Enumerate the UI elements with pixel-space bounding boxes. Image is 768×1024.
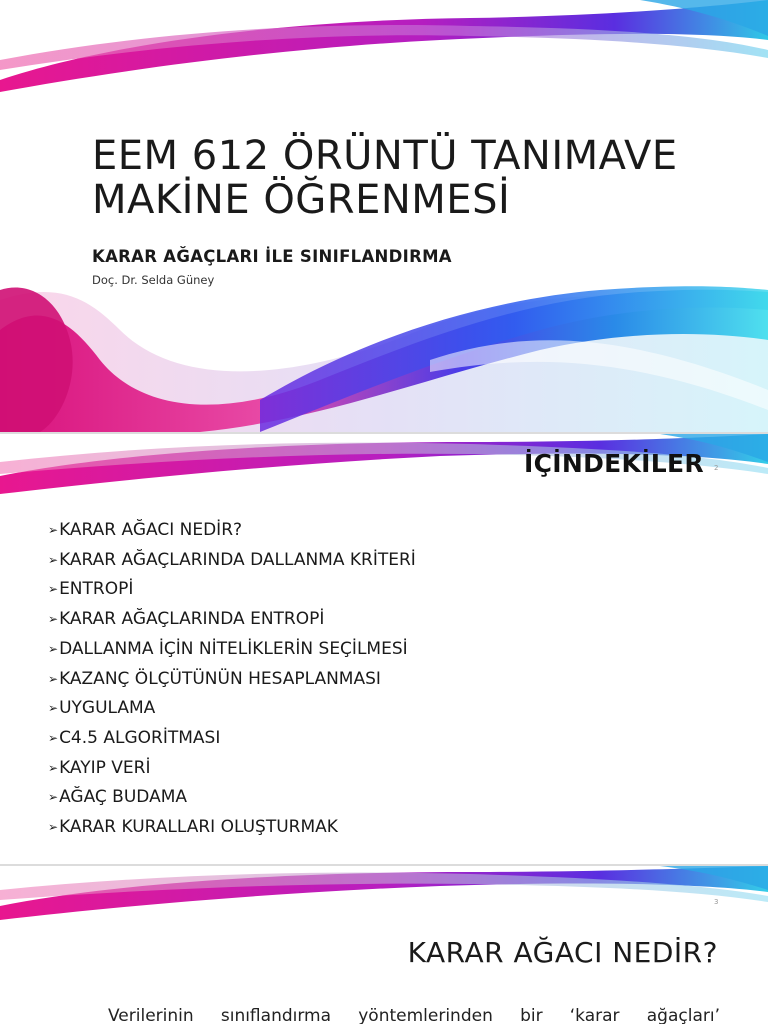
toc-item-label: KARAR AĞAÇLARINDA ENTROPİ: [59, 609, 325, 630]
wave-decoration-ribbon: [0, 866, 768, 926]
toc-item: [48, 724, 416, 754]
toc-item: [48, 813, 416, 843]
author-name: Doç. Dr. Selda Güney: [92, 273, 215, 287]
toc-item: [48, 546, 416, 576]
arrow-bullet-icon: ➢: [48, 760, 59, 775]
toc-item-label: DALLANMA İÇİN NİTELİKLERİN SEÇİLMESİ: [59, 638, 408, 659]
body-word: yöntemlerinden: [358, 1006, 493, 1024]
body-word: sınıflandırma: [220, 1006, 332, 1024]
arrow-bullet-icon: ➢: [48, 671, 59, 686]
page-number: 2: [714, 464, 719, 472]
section-heading: KARAR AĞACI NEDİR?: [407, 936, 718, 969]
arrow-bullet-icon: ➢: [48, 820, 59, 835]
arrow-bullet-icon: ➢: [48, 730, 59, 745]
toc-item: [48, 605, 416, 635]
arrow-bullet-icon: ➢: [48, 523, 59, 537]
arrow-bullet-icon: ➢: [48, 582, 59, 597]
toc-item-label: KARAR AĞACI NEDİR?: [59, 520, 243, 540]
title-slide: [0, 0, 768, 432]
toc-list: [48, 516, 416, 843]
page-number: 3: [714, 898, 719, 906]
toc-item-label: AĞAÇ BUDAMA: [59, 787, 187, 808]
title-line-2: MAKİNE ÖĞRENMESİ: [92, 177, 511, 223]
toc-item-label: ENTROPİ: [59, 579, 134, 600]
toc-item-label: KARAR KURALLARI OLUŞTURMAK: [59, 817, 338, 838]
toc-slide: [0, 434, 768, 864]
arrow-bullet-icon: ➢: [48, 641, 59, 656]
toc-item-label: UYGULAMA: [59, 698, 156, 719]
body-paragraph: [108, 1006, 720, 1024]
body-word: Verilerinin: [108, 1006, 194, 1024]
toc-item: [48, 575, 416, 605]
arrow-bullet-icon: ➢: [48, 552, 59, 567]
toc-item-label: C4.5 ALGORİTMASI: [59, 727, 221, 748]
toc-item: [48, 635, 416, 665]
toc-item: [48, 694, 416, 724]
presentation-subtitle: KARAR AĞAÇLARI İLE SINIFLANDIRMA: [92, 247, 452, 266]
toc-item: [48, 754, 416, 784]
toc-item: [48, 516, 416, 546]
toc-item: [48, 665, 416, 695]
toc-item-label: KAYIP VERİ: [59, 757, 151, 778]
arrow-bullet-icon: ➢: [48, 701, 59, 716]
content-slide: [0, 866, 768, 1024]
title-line-1: EEM 612 ÖRÜNTÜ TANIMAVE: [92, 133, 678, 179]
toc-item-label: KARAR AĞAÇLARINDA DALLANMA KRİTERİ: [59, 549, 416, 570]
arrow-bullet-icon: ➢: [48, 790, 59, 805]
body-word: ‘karar: [569, 1006, 620, 1024]
presentation-title: [92, 134, 752, 222]
body-word: bir: [520, 1006, 543, 1024]
arrow-bullet-icon: ➢: [48, 612, 59, 627]
toc-item-label: KAZANÇ ÖLÇÜTÜNÜN HESAPLANMASI: [59, 668, 381, 689]
toc-item: [48, 783, 416, 813]
toc-title: İÇİNDEKİLER: [524, 449, 704, 478]
body-word: ağaçları’: [646, 1006, 720, 1024]
